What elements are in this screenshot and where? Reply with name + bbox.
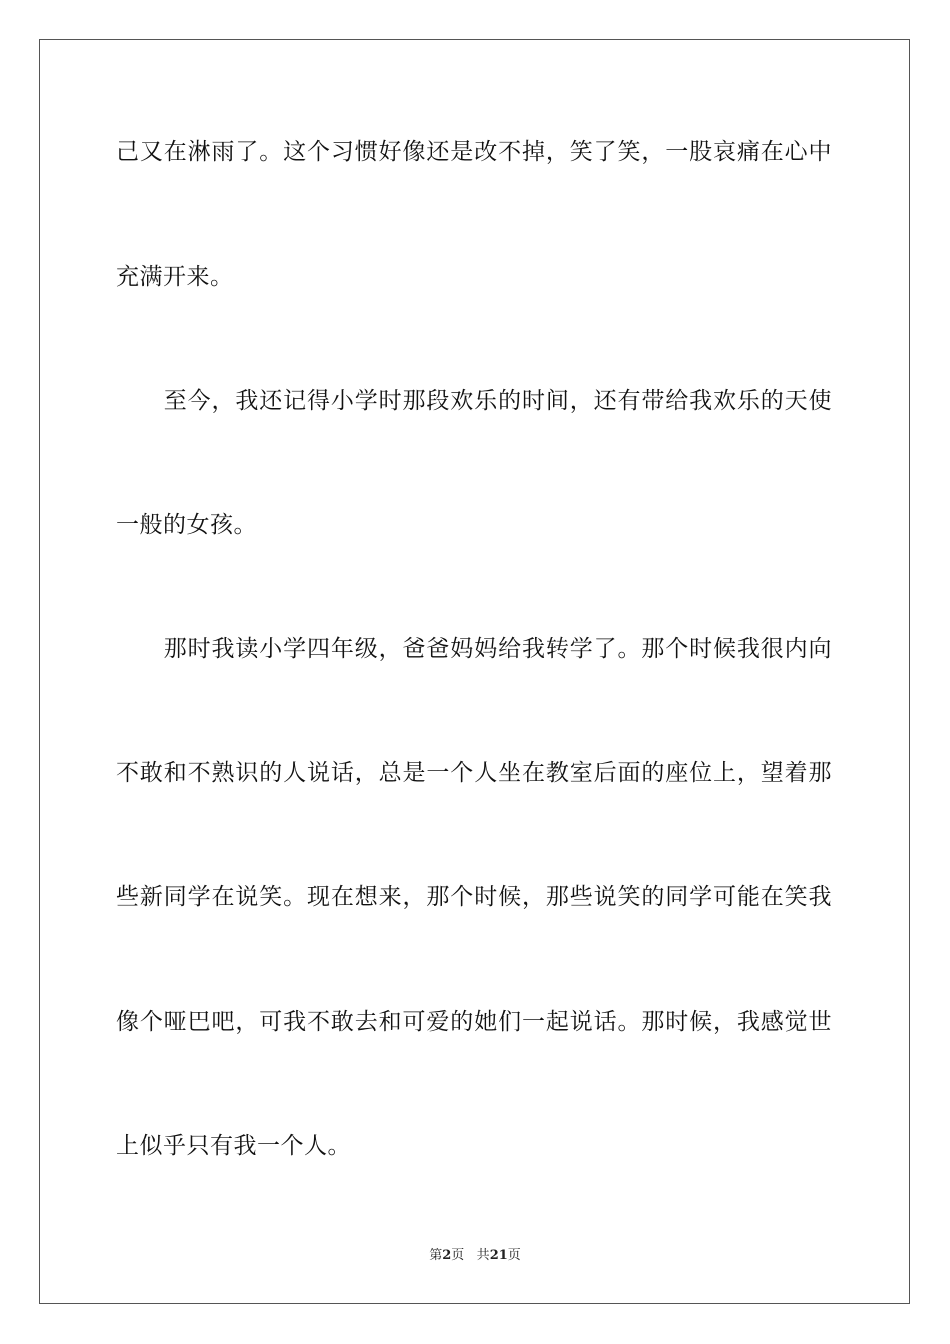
text-line-5: 那时我读小学四年级，爸爸妈妈给我转学了。那个时候我很内向 (116, 636, 832, 662)
total-pages: 21 (489, 1248, 508, 1263)
page-prefix: 第 (429, 1248, 443, 1263)
text-line-9: 上似乎只有我一个人。 (116, 1133, 351, 1159)
page-suffix: 页 (451, 1248, 465, 1263)
page-frame (39, 39, 910, 1304)
page-number: 2 (442, 1248, 452, 1263)
text-line-4: 一般的女孩。 (116, 512, 257, 538)
text-line-1: 己又在淋雨了。这个习惯好像还是改不掉，笑了笑，一股哀痛在心中 (116, 139, 832, 165)
text-line-3: 至今，我还记得小学时那段欢乐的时间，还有带给我欢乐的天使 (116, 388, 832, 414)
text-line-8: 像个哑巴吧，可我不敢去和可爱的她们一起说话。那时候，我感觉世 (116, 1009, 832, 1035)
text-line-2: 充满开来。 (116, 264, 234, 290)
total-suffix: 页 (507, 1248, 521, 1263)
page-footer (0, 1247, 950, 1265)
text-line-6: 不敢和不熟识的人说话，总是一个人坐在教室后面的座位上，望着那 (116, 760, 832, 786)
text-line-7: 些新同学在说笑。现在想来，那个时候，那些说笑的同学可能在笑我 (116, 884, 832, 910)
total-prefix: 共 (476, 1248, 490, 1263)
